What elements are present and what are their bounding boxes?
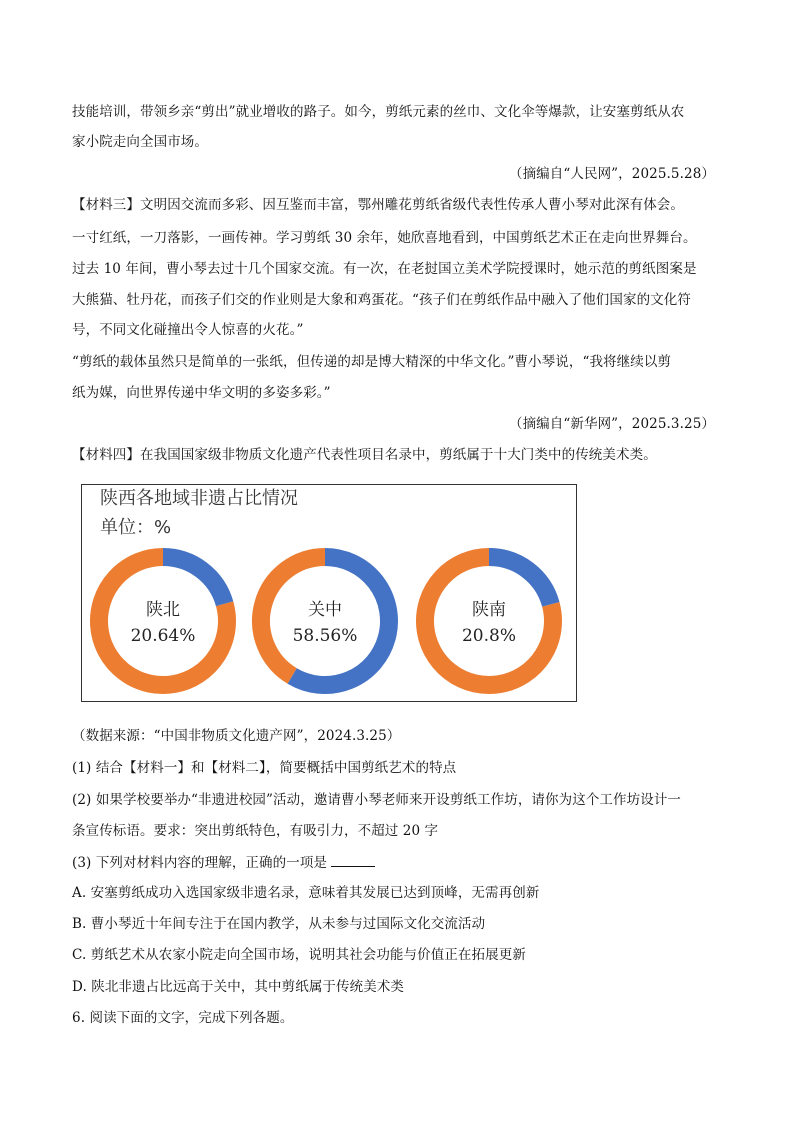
donut-shanbei	[99, 557, 227, 685]
question-6: 6. 阅读下面的文字，完成下列各题。	[72, 1010, 294, 1026]
material-3-line: 【材料三】文明因交流而多彩、因互鉴而丰富，鄂州雕花剪纸省级代表性传承人曹小琴对此深有体会。	[72, 197, 684, 213]
answer-blank[interactable]	[331, 852, 375, 867]
material-3-line: 纸为媒，向世界传递中华文明的多姿多彩。”	[72, 385, 331, 401]
question-3-text: (3) 下列对材料内容的理解，正确的一项是	[72, 855, 328, 871]
donut-region-label: 陕北	[146, 600, 180, 620]
option-b: B. 曹小琴近十年间专注于在国内教学，从未参与过国际文化交流活动	[72, 916, 486, 932]
text-line: 家小院走向全国市场。	[72, 134, 208, 150]
material-4-line: 【材料四】在我国国家级非物质文化遗产代表性项目名录中，剪纸属于十大门类中的传统美术类。	[72, 447, 657, 463]
data-source: （数据来源：“中国非物质文化遗产网”，2024.3.25）	[72, 728, 401, 744]
donut-value-segment	[489, 557, 551, 604]
donut-chart-box	[81, 484, 577, 702]
donut-value-segment	[163, 557, 225, 604]
donut-value-label: 20.64%	[130, 626, 196, 646]
donut-value-label: 58.56%	[292, 626, 358, 646]
option-a: A. 安塞剪纸成功入选国家级非遗名录，意味着其发展已达到顶峰，无需再创新	[72, 885, 540, 901]
text-line: 技能培训，带领乡亲“剪出”就业增收的路子。如今，剪纸元素的丝巾、文化伞等爆款，让安塞剪纸从农	[72, 104, 685, 120]
option-c: C. 剪纸艺术从农家小院走向全国市场，说明其社会功能与价值正在拓展更新	[72, 947, 526, 963]
material-3-line: 过去 10 年间，曹小琴去过十几个国家交流。有一次，在老挝国立美术学院授课时，她示范的剪纸图案是	[72, 261, 697, 277]
donut-value-segment	[292, 557, 389, 685]
donut-guanzhong	[261, 557, 389, 685]
material-3-line: “剪纸的载体虽然只是简单的一张纸，但传递的却是博大精深的中华文化。”曹小琴说，“我将继续以剪	[72, 354, 672, 370]
donut-region-label: 关中	[308, 600, 342, 620]
question-3	[72, 852, 375, 873]
donut-charts	[82, 485, 576, 701]
chart-unit: 单位：%	[100, 517, 172, 538]
question-1: (1) 结合【材料一】和【材料二】，简要概括中国剪纸艺术的特点	[72, 760, 457, 776]
material-3-line: 大熊猫、牡丹花，而孩子们交的作业则是大象和鸡蛋花。“孩子们在剪纸作品中融入了他们国家的文化符	[72, 292, 691, 308]
question-2: (2) 如果学校要举办“非遗进校园”活动，邀请曹小琴老师来开设剪纸工作坊，请你为这个工作坊设计一	[72, 792, 682, 808]
material-3-line: 一寸红纸，一刀落影，一画传神。学习剪纸 30 余年，她欣喜地看到，中国剪纸艺术正在走向世界舞台。	[72, 230, 697, 246]
donut-value-label: 20.8%	[461, 626, 517, 646]
question-2: 条宣传标语。要求：突出剪纸特色，有吸引力，不超过 20 字	[72, 823, 439, 839]
donut-region-label: 陕南	[472, 600, 506, 620]
chart-title: 陕西各地域非遗占比情况	[100, 488, 298, 509]
source-citation: （摘编自“人民网”，2025.5.28）	[508, 166, 715, 182]
donut-shannan	[425, 557, 553, 685]
source-citation: （摘编自“新华网”，2025.3.25）	[508, 416, 715, 432]
material-3-line: 号，不同文化碰撞出令人惊喜的火花。”	[72, 322, 304, 338]
option-d: D. 陕北非遗占比远高于关中，其中剪纸属于传统美术类	[72, 979, 405, 995]
